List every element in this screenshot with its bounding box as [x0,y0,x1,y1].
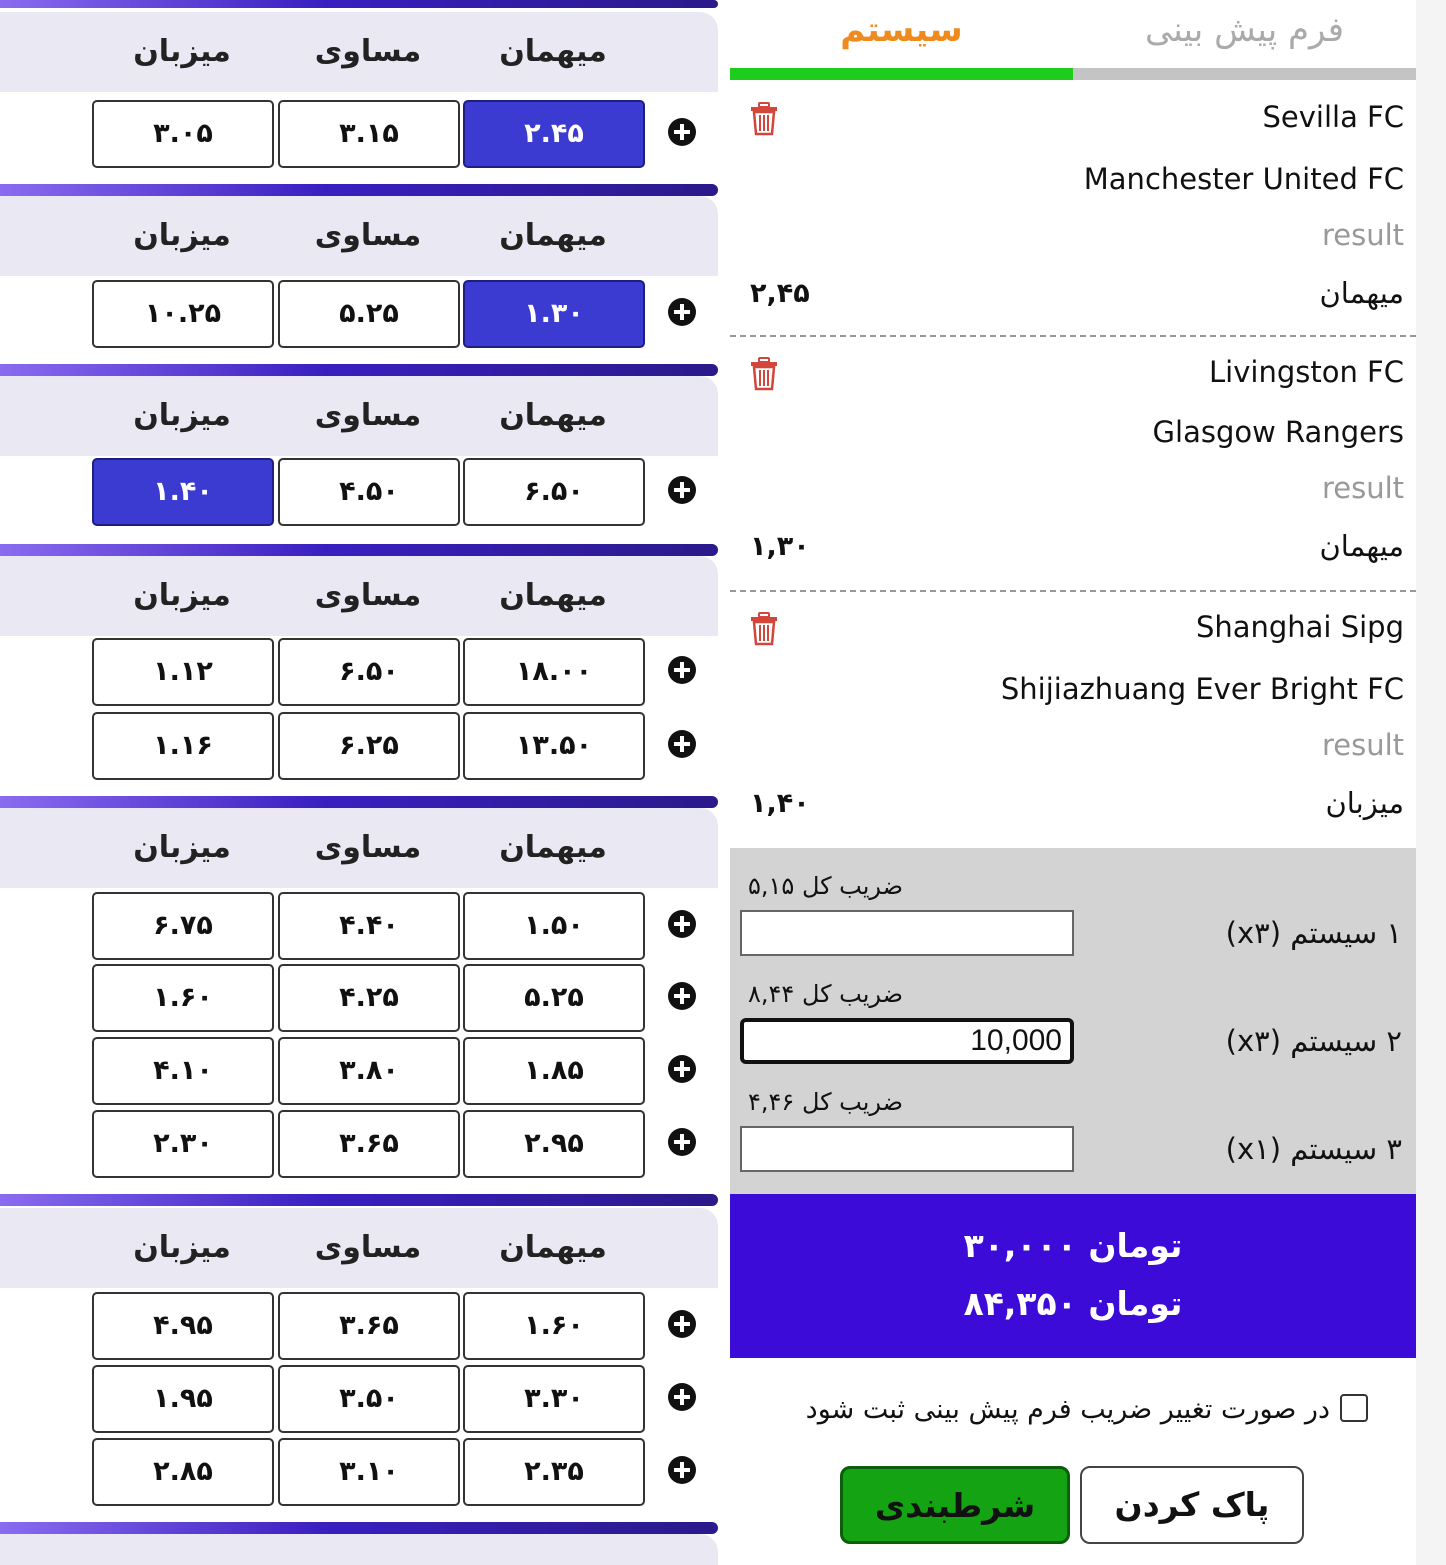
odd-draw-button[interactable]: ۳.۱۵ [278,100,460,168]
away-team: Manchester United FC [1083,162,1404,196]
expand-plus-icon[interactable] [668,1383,696,1411]
odd-host-button[interactable]: ۱.۹۵ [92,1365,274,1433]
odds-header [0,1534,718,1565]
home-team: Livingston FC [1209,355,1404,389]
page-edge [1416,0,1446,1565]
header-host: میزبان [133,34,231,69]
tab-prediction-form[interactable]: فرم پیش بینی [1144,10,1345,50]
odds-row [0,638,718,708]
pick-odd: ۲,۴۵ [750,278,810,309]
expand-plus-icon[interactable] [668,982,696,1010]
header-draw: مساوی [314,218,422,253]
header-draw: مساوی [314,830,422,865]
odd-draw-button[interactable]: ۳.۶۵ [278,1292,460,1360]
match-card [0,808,718,1194]
odd-host-button[interactable]: ۱.۶۰ [92,964,274,1032]
odds-row [0,1110,718,1180]
system-label: ۳ سیستم (x۱) [1225,1132,1402,1166]
market-label: result [1321,218,1404,252]
odd-host-button[interactable]: ۴.۱۰ [92,1037,274,1105]
expand-plus-icon[interactable] [668,298,696,326]
expand-plus-icon[interactable] [668,1456,696,1484]
pick-label: میزبان [1325,786,1404,820]
system-total-coef: ضریب کل ۵,۱۵ [748,872,904,900]
total-stake: تومان ۳۰,۰۰۰ [963,1226,1183,1265]
odds-header [0,808,718,888]
odds-row [0,892,718,962]
slip-item [730,337,1416,592]
odds-row [0,100,718,170]
match-card [0,1534,718,1565]
pick-label: میهمان [1319,529,1404,563]
header-draw: مساوی [314,398,422,433]
tab-indicator-active [730,68,1073,80]
tab-indicator-inactive [1073,68,1416,80]
home-team: Shanghai Sipg [1195,610,1404,644]
match-card [0,12,718,184]
trash-icon[interactable] [750,102,778,136]
odd-guest-button[interactable]: ۱.۶۰ [463,1292,645,1360]
match-card [0,1208,718,1522]
odds-row [0,1365,718,1435]
odd-draw-button[interactable]: ۴.۲۵ [278,964,460,1032]
header-guest: میهمان [499,398,607,433]
odds-header [0,1208,718,1288]
odd-guest-button[interactable]: ۱۸.۰۰ [463,638,645,706]
pick-odd: ۱,۴۰ [750,788,810,819]
odd-host-button[interactable]: ۶.۷۵ [92,892,274,960]
accept-odds-change-label: در صورت تغییر ضریب فرم پیش بینی ثبت شود [805,1394,1330,1425]
expand-plus-icon[interactable] [668,476,696,504]
odd-draw-button[interactable]: ۶.۲۵ [278,712,460,780]
odd-host-button[interactable]: ۲.۸۵ [92,1438,274,1506]
trash-icon[interactable] [750,357,778,391]
slip-item [730,592,1416,847]
match-card [0,556,718,796]
card-divider [0,184,718,196]
odds-row [0,280,718,350]
card-divider [0,364,718,376]
odd-host-button[interactable]: ۳.۰۵ [92,100,274,168]
expand-plus-icon[interactable] [668,1310,696,1338]
header-host: میزبان [133,578,231,613]
header-host: میزبان [133,830,231,865]
header-guest: میهمان [499,830,607,865]
header-guest: میهمان [499,218,607,253]
odds-row [0,1037,718,1107]
odd-host-button[interactable]: ۱۰.۲۵ [92,280,274,348]
odds-row [0,1438,718,1508]
expand-plus-icon[interactable] [668,730,696,758]
system-stake-input[interactable] [740,910,1074,956]
odds-header [0,196,718,276]
system-label: ۱ سیستم (x۳) [1225,916,1402,950]
odd-draw-button[interactable]: ۵.۲۵ [278,280,460,348]
odd-draw-button[interactable]: ۴.۵۰ [278,458,460,526]
card-divider [0,1522,718,1534]
header-host: میزبان [133,398,231,433]
header-draw: مساوی [314,578,422,613]
header-guest: میهمان [499,578,607,613]
place-bet-button[interactable]: شرطبندی [840,1466,1070,1544]
potential-payout: تومان ۸۴,۳۵۰ [963,1284,1183,1323]
odd-guest-button[interactable]: ۱.۳۰ [463,280,645,348]
expand-plus-icon[interactable] [668,118,696,146]
market-label: result [1321,471,1404,505]
home-team: Sevilla FC [1262,100,1404,134]
expand-plus-icon[interactable] [668,910,696,938]
odds-header [0,12,718,92]
odds-header [0,376,718,456]
card-divider [0,0,718,8]
odd-guest-button[interactable]: ۲.۹۵ [463,1110,645,1178]
odd-draw-button[interactable]: ۳.۸۰ [278,1037,460,1105]
odd-guest-button[interactable]: ۶.۵۰ [463,458,645,526]
odds-row [0,712,718,782]
odds-row [0,964,718,1034]
system-label: ۲ سیستم (x۳) [1225,1024,1402,1058]
clear-slip-button[interactable]: پاک کردن [1080,1466,1304,1544]
expand-plus-icon[interactable] [668,1128,696,1156]
odd-guest-button[interactable]: ۲.۳۵ [463,1438,645,1506]
slip-item [730,82,1416,337]
odd-host-button[interactable]: ۱.۱۲ [92,638,274,706]
system-stake-input[interactable] [740,1126,1074,1172]
odd-draw-button[interactable]: ۴.۴۰ [278,892,460,960]
header-draw: مساوی [314,1230,422,1265]
card-divider [0,1194,718,1206]
header-host: میزبان [133,1230,231,1265]
match-card [0,196,718,364]
pick-label: میهمان [1319,276,1404,310]
odd-host-button[interactable]: ۲.۳۰ [92,1110,274,1178]
accept-odds-change-checkbox[interactable] [1340,1394,1368,1422]
system-total-coef: ضریب کل ۴,۴۶ [748,1088,904,1116]
pick-odd: ۱,۳۰ [750,531,810,562]
odd-draw-button[interactable]: ۳.۱۰ [278,1438,460,1506]
system-total-coef: ضریب کل ۸,۴۴ [748,980,904,1008]
expand-plus-icon[interactable] [668,1055,696,1083]
trash-icon[interactable] [750,612,778,646]
card-divider [0,796,718,808]
odd-draw-button[interactable]: ۳.۵۰ [278,1365,460,1433]
odd-guest-button[interactable]: ۱.۵۰ [463,892,645,960]
odds-change-confirm [730,1390,1416,1440]
bet-slip-panel [730,0,1416,1565]
odd-draw-button[interactable]: ۳.۶۵ [278,1110,460,1178]
header-guest: میهمان [499,34,607,69]
match-card [0,376,718,544]
system-bets [730,848,1416,1194]
header-guest: میهمان [499,1230,607,1265]
header-host: میزبان [133,218,231,253]
odd-guest-button[interactable]: ۲.۴۵ [463,100,645,168]
odd-host-button[interactable]: ۴.۹۵ [92,1292,274,1360]
odds-header [0,556,718,636]
away-team: Glasgow Rangers [1152,415,1404,449]
away-team: Shijiazhuang Ever Bright FC [1000,672,1404,706]
market-label: result [1321,728,1404,762]
odd-host-button[interactable]: ۱.۱۶ [92,712,274,780]
totals-box [730,1194,1416,1358]
odd-host-button[interactable]: ۱.۴۰ [92,458,274,526]
system-stake-input[interactable] [740,1018,1074,1064]
odd-guest-button[interactable]: ۵.۲۵ [463,964,645,1032]
expand-plus-icon[interactable] [668,656,696,684]
header-draw: مساوی [314,34,422,69]
odds-row [0,458,718,528]
tab-system[interactable]: سیستم [840,10,963,50]
odd-guest-button[interactable]: ۱۳.۵۰ [463,712,645,780]
card-divider [0,544,718,556]
odd-draw-button[interactable]: ۶.۵۰ [278,638,460,706]
odds-row [0,1292,718,1362]
odd-guest-button[interactable]: ۳.۳۰ [463,1365,645,1433]
odd-guest-button[interactable]: ۱.۸۵ [463,1037,645,1105]
